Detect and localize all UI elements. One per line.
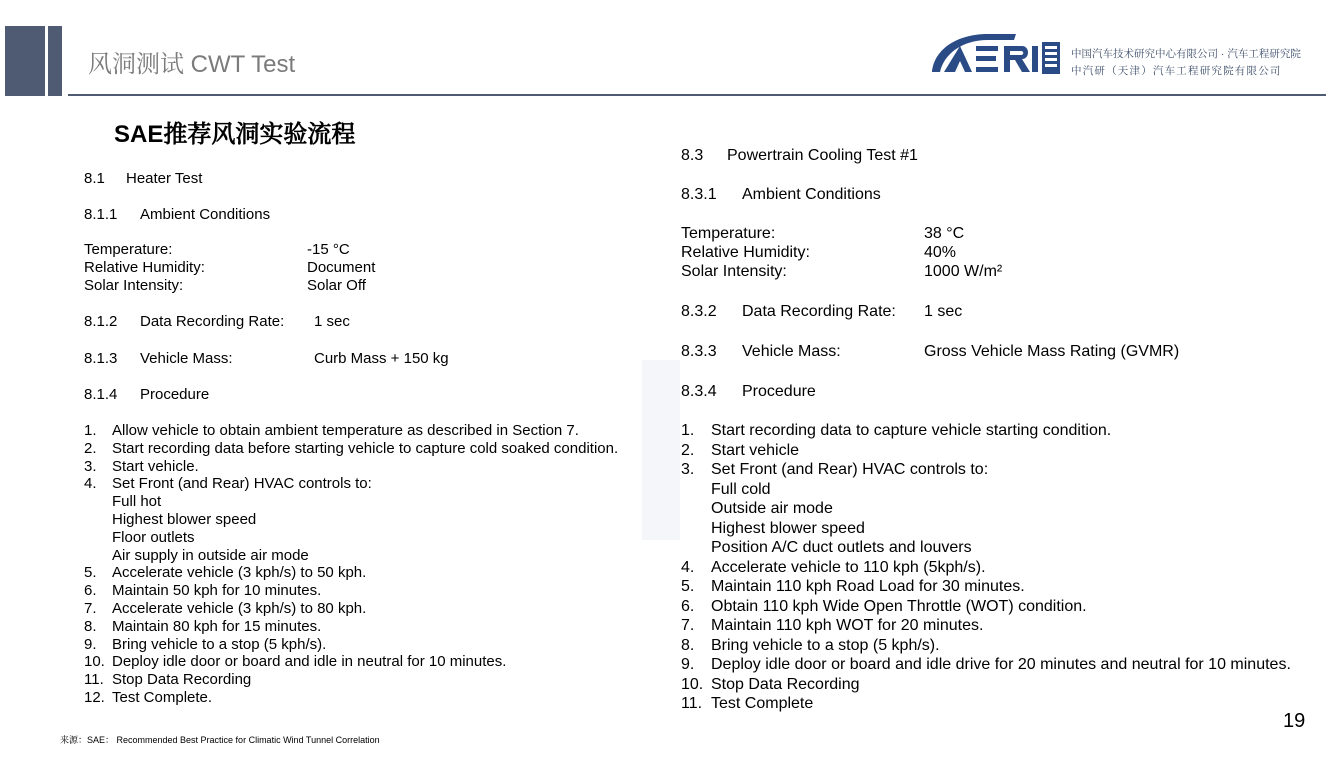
subsection-number: 8.3.2 [681,303,717,320]
rate-label: Data Recording Rate: [742,303,896,320]
procedure-title: Procedure [742,383,816,400]
step-number: 11. [681,695,703,712]
step-number: 4. [84,475,97,493]
step-text: Start recording data before starting vehicle to capture cold soaked condition. [112,439,619,457]
step-text: Set Front (and Rear) HVAC controls to: [711,461,989,478]
page-number: 19 [1283,710,1306,732]
condition-label: Solar Intensity: [681,263,787,280]
step-number: 2. [681,441,695,459]
step-text: Accelerate vehicle (3 kph/s) to 50 kph. [112,564,367,582]
step-subitem: Highest blower speed [112,511,257,528]
section-title: Powertrain Cooling Test #1 [727,147,918,164]
header-accent-bar-small [48,26,62,96]
step-number: 4. [681,558,695,576]
step-text: Start vehicle. [112,457,199,475]
step-text: Stop Data Recording [112,671,252,689]
step-number: 9. [84,635,97,653]
rate-value: 1 sec [924,303,963,320]
step-number: 9. [681,656,695,673]
subsection-number: 8.3.1 [681,186,717,203]
condition-value: 38 °C [924,225,965,242]
source-citation: 来源：SAE： Recommended Best Practice for Climatic Wind Tunnel Correlation [60,735,380,745]
subsection-number: 8.3.3 [681,343,717,360]
step-number: 7. [84,600,97,617]
step-number: 1. [84,422,97,439]
condition-value: -15 °C [307,241,350,258]
slide-heading: SAE推荐风洞实验流程 [114,121,356,148]
step-text: Test Complete [711,695,814,712]
step-text: Test Complete. [112,689,213,706]
step-number: 8. [84,617,97,635]
step-number: 6. [681,597,695,615]
org-name-line2: 中汽研（天津）汽车工程研究院有限公司 [1071,65,1282,77]
step-number: 6. [84,582,97,600]
header-accent-bar [5,26,45,96]
step-text: Allow vehicle to obtain ambient temperature as described in Section 7. [112,422,579,439]
step-text: Start recording data to capture vehicle starting condition. [711,422,1112,439]
condition-value: Solar Off [307,277,366,294]
subsection-number: 8.1.2 [84,313,118,330]
section-number: 8.3 [681,147,704,164]
background-watermark [642,360,680,540]
condition-label: Relative Humidity: [681,244,810,261]
section-title: Heater Test [126,170,203,187]
step-text: Maintain 110 kph WOT for 20 minutes. [711,617,984,634]
step-number: 7. [681,617,695,634]
step-number: 2. [84,439,97,457]
org-name-line1: 中国汽车技术研究中心有限公司 · 汽车工程研究院 [1071,48,1301,60]
section-number: 8.1 [84,170,105,187]
condition-value: Document [307,259,376,276]
condition-label: Temperature: [681,225,776,242]
subsection-number: 8.1.4 [84,386,118,403]
step-number: 5. [681,578,695,595]
step-number: 11. [84,671,104,689]
step-number: 12. [84,689,105,706]
condition-label: Solar Intensity: [84,277,184,294]
step-number: 5. [84,564,97,582]
step-subitem: Outside air mode [711,500,833,517]
slide-title: 风洞测试 CWT Test [88,51,296,78]
step-subitem: Position A/C duct outlets and louvers [711,539,972,556]
mass-value: Gross Vehicle Mass Rating (GVMR) [924,343,1180,360]
condition-label: Temperature: [84,241,173,258]
step-text: Maintain 50 kph for 10 minutes. [112,582,322,600]
step-subitem: Floor outlets [112,528,195,546]
subsection-title: Ambient Conditions [140,206,271,223]
step-subitem: Air supply in outside air mode [112,546,309,564]
header-divider [68,94,1326,96]
step-text: Obtain 110 kph Wide Open Throttle (WOT) condition. [711,597,1087,615]
step-text: Bring vehicle to a stop (5 kph/s). [711,636,940,654]
mass-value: Curb Mass + 150 kg [314,350,449,367]
mass-label: Vehicle Mass: [140,350,233,367]
step-number: 10. [681,675,704,693]
step-text: Accelerate vehicle (3 kph/s) to 80 kph. [112,600,367,617]
step-number: 3. [84,457,97,475]
mass-label: Vehicle Mass: [742,343,841,360]
step-subitem: Full hot [112,493,162,511]
rate-value: 1 sec [314,313,350,330]
rate-label: Data Recording Rate: [140,313,285,330]
procedure-title: Procedure [140,386,210,403]
step-text: Maintain 80 kph for 15 minutes. [112,617,322,635]
step-text: Stop Data Recording [711,675,860,693]
subsection-number: 8.3.4 [681,383,717,400]
condition-value: 1000 W/m² [924,263,1003,280]
condition-value: 40% [924,244,957,261]
step-text: Maintain 110 kph Road Load for 30 minutes. [711,578,1025,595]
subsection-number: 8.1.3 [84,350,118,367]
step-text: Deploy idle door or board and idle drive for 20 minutes and neutral for 10 minutes. [711,656,1291,673]
step-text: Deploy idle door or board and idle in neutral for 10 minutes. [112,653,507,671]
caeri-logo [926,28,1066,78]
step-text: Set Front (and Rear) HVAC controls to: [112,475,372,493]
step-number: 10. [84,653,105,671]
step-number: 1. [681,422,695,439]
step-subitem: Highest blower speed [711,519,865,537]
step-text: Start vehicle [711,441,800,459]
step-text: Accelerate vehicle to 110 kph (5kph/s). [711,558,986,576]
subsection-title: Ambient Conditions [742,186,881,203]
subsection-number: 8.1.1 [84,206,118,223]
step-number: 8. [681,636,695,654]
condition-label: Relative Humidity: [84,259,205,276]
step-subitem: Full cold [711,480,771,498]
step-number: 3. [681,461,695,478]
step-text: Bring vehicle to a stop (5 kph/s). [112,635,327,653]
